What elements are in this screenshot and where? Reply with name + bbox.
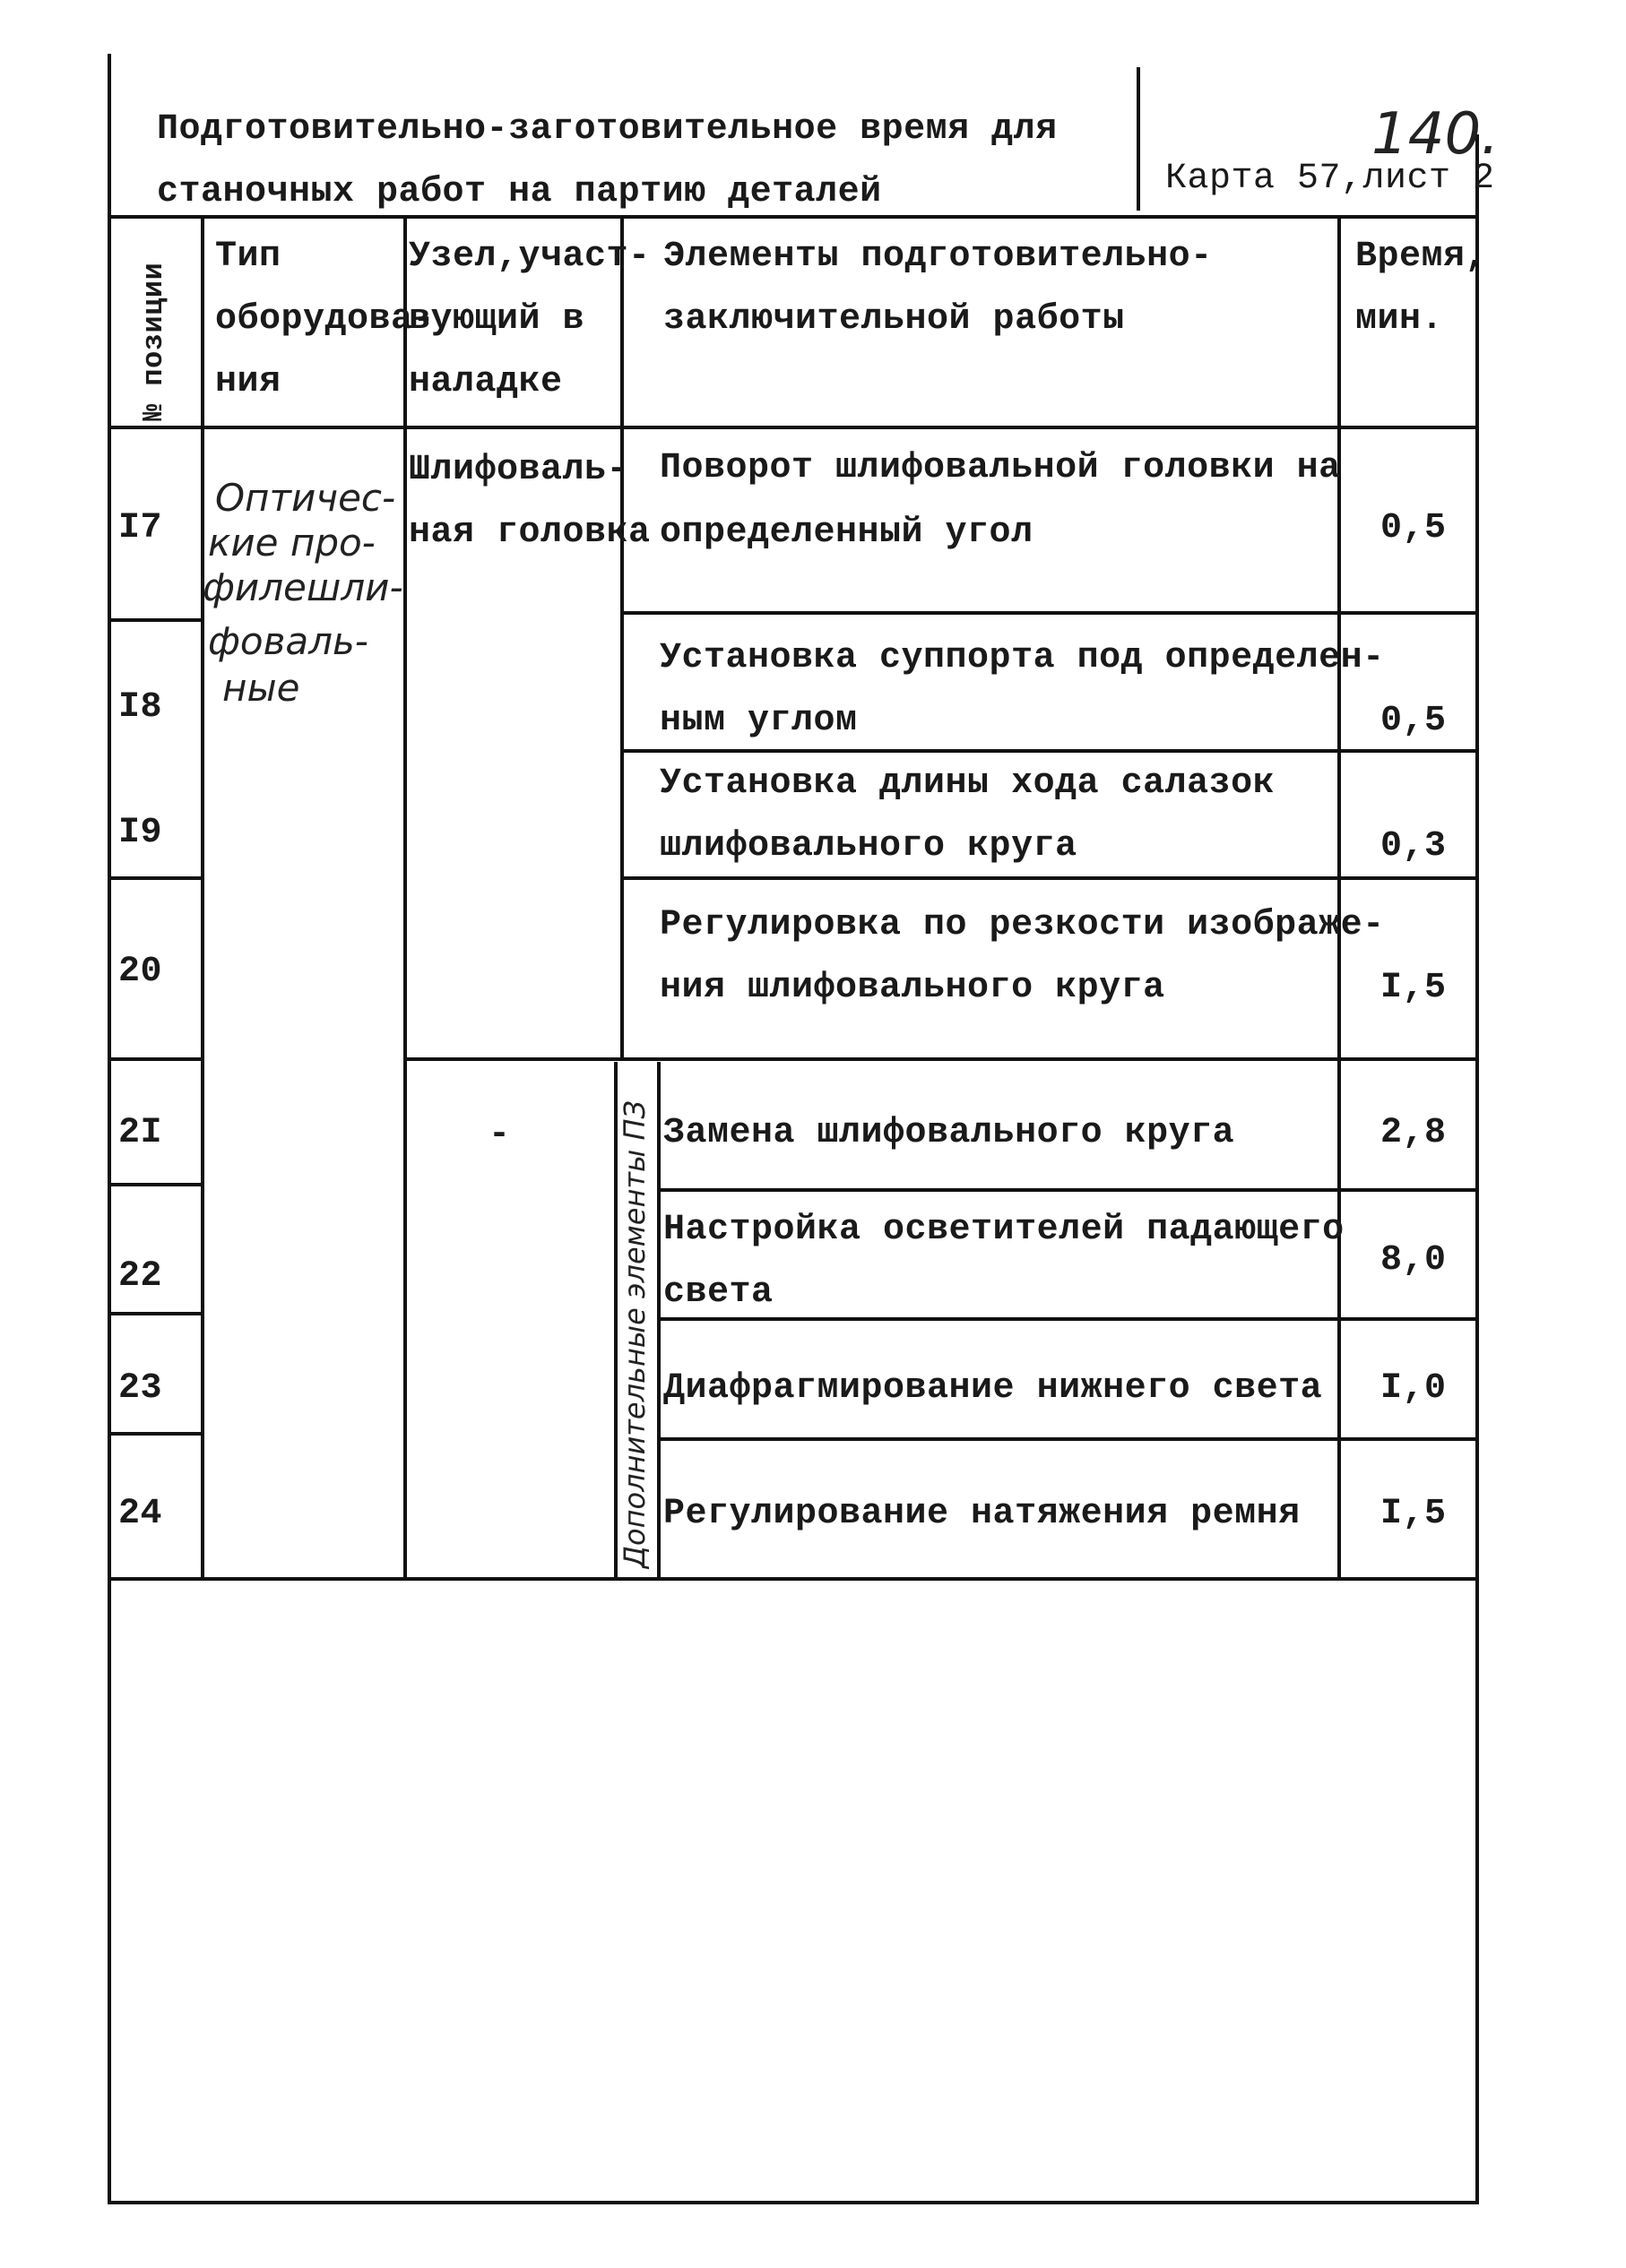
equipment-type-line: филешли- — [203, 565, 403, 609]
row-position: 20 — [118, 952, 163, 992]
column-header-bottom-line — [108, 426, 1479, 429]
row-time: 2,8 — [1380, 1113, 1447, 1153]
equipment-type-line: кие про- — [208, 521, 376, 565]
column-header-unit-2: вующий в — [409, 299, 585, 340]
row-position: I9 — [118, 813, 163, 853]
column-line — [657, 1062, 661, 1577]
column-line — [403, 215, 407, 1577]
row-line — [108, 1312, 203, 1315]
row-position: 24 — [118, 1494, 163, 1534]
page-number: 140. — [1371, 101, 1500, 168]
row-position: 2I — [118, 1113, 163, 1153]
row-element-text: Настройка осветителей падающего — [663, 1210, 1345, 1250]
row-element-text: ным углом — [660, 701, 858, 741]
column-header-time-1: Время, — [1355, 237, 1488, 277]
table-bottom-line — [108, 1577, 1479, 1581]
row-position: I7 — [118, 508, 163, 548]
row-time: 8,0 — [1380, 1240, 1447, 1281]
row-element-text: света — [663, 1272, 774, 1313]
row-line — [659, 1317, 1479, 1321]
column-line — [201, 215, 204, 1577]
row-element-text: Диафрагмирование нижнего света — [663, 1368, 1323, 1409]
column-header-equipment-3: ния — [215, 362, 281, 402]
row-element-text: шлифовального круга — [660, 826, 1077, 867]
unit-dash: - — [489, 1115, 511, 1155]
row-element-text: определенный угол — [660, 513, 1034, 553]
column-header-equipment-2: оборудова- — [215, 299, 436, 340]
row-time: 0,5 — [1380, 508, 1447, 548]
row-line — [108, 876, 203, 880]
row-element-text: Поворот шлифовальной головки на — [660, 448, 1341, 488]
group-divider-line — [108, 1057, 203, 1061]
column-line — [620, 215, 624, 1057]
row-element-text: Установка суппорта под определен- — [660, 638, 1385, 678]
row-time: 0,3 — [1380, 826, 1447, 867]
equipment-type-line: фоваль- — [208, 619, 368, 663]
row-line — [659, 1437, 1479, 1441]
row-time: 0,5 — [1380, 701, 1447, 741]
row-element-text: Регулирование натяжения ремня — [663, 1494, 1301, 1534]
row-line — [108, 1432, 203, 1436]
additional-elements-label: Дополнительные элементы ПЗ — [618, 1100, 652, 1568]
row-element-text: Замена шлифовального круга — [663, 1113, 1235, 1153]
column-header-unit-1: Узел,участ- — [409, 237, 651, 277]
header-divider — [1137, 67, 1140, 211]
unit-grinding-head-2: ная головка — [409, 513, 651, 553]
frame-left-line — [108, 54, 111, 2204]
row-line — [621, 611, 1479, 615]
group-divider-line — [405, 1057, 1479, 1061]
column-header-position: № позиции — [137, 262, 170, 421]
row-line — [108, 1183, 203, 1186]
row-position: 23 — [118, 1368, 163, 1409]
column-header-time-2: мин. — [1355, 299, 1444, 340]
row-line — [659, 1188, 1479, 1192]
frame-bottom-line — [108, 2201, 1479, 2204]
row-element-text: ния шлифовального круга — [660, 968, 1165, 1008]
row-position: I8 — [118, 687, 163, 728]
equipment-type-line: ные — [222, 666, 300, 710]
column-header-elements-1: Элементы подготовительно- — [663, 237, 1213, 277]
unit-grinding-head-1: Шлифоваль- — [409, 450, 629, 490]
row-line — [108, 618, 203, 622]
document-title-line-1: Подготовительно-заготовительное время для — [157, 109, 1058, 150]
column-header-equipment-1: Тип — [215, 237, 281, 277]
row-element-text: Регулировка по резкости изображе- — [660, 905, 1385, 945]
row-time: I,0 — [1380, 1368, 1447, 1409]
row-element-text: Установка длины хода салазок — [660, 763, 1276, 804]
row-time: I,5 — [1380, 968, 1447, 1008]
document-title-line-2: станочных работ на партию деталей — [157, 172, 882, 212]
frame-right-line — [1475, 134, 1479, 2204]
row-position: 22 — [118, 1256, 163, 1297]
column-header-unit-3: наладке — [409, 362, 563, 402]
card-sheet-label: Карта 57,лист 2 — [1165, 159, 1495, 199]
row-time: I,5 — [1380, 1494, 1447, 1534]
column-header-elements-2: заключительной работы — [663, 299, 1125, 340]
equipment-type-line: Оптичес- — [215, 476, 396, 520]
